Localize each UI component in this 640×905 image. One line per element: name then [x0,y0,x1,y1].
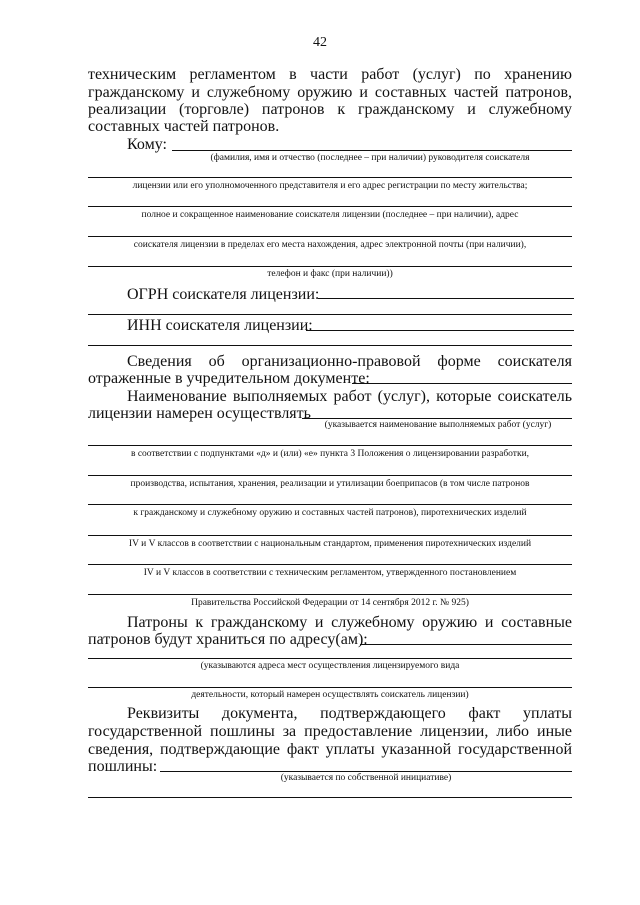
intro-line-3: реализации (торговле) патронов к гражданскому и служебному [88,101,572,118]
komu-line-4 [88,236,572,237]
fee-caption: (указывается по собственной инициативе) [280,773,452,783]
works-line-8 [88,594,572,595]
intro-line-2: гражданскому и служебному оружию и составных частей патронов, [88,84,572,101]
works-line-4 [88,475,572,476]
page-number: 42 [313,35,327,50]
komu-caption-4: соискателя лицензии в пределах его места нахождения, адрес электронной почты (при наличии), [133,240,527,250]
komu-line-3 [88,206,572,207]
works-caption-6: IV и V классов в соответствии с техническим регламентом, утвержденного постановлением [143,568,517,578]
storage-line-1: Патроны к гражданскому и служебному оружию и составные [127,614,572,631]
works-line-2: лицензии намерен осуществлять [88,405,311,422]
komu-label: Кому: [127,136,167,153]
works-field-line [302,418,572,419]
ogrn-line-2 [88,314,572,315]
works-caption-4: к гражданскому и служебному оружию и составных частей патронов), пиротехнических изделий [133,508,527,518]
fee-line-4: пошлины: [88,758,158,775]
works-caption-2: в соответствии с подпунктами «д» и (или) «е» пункта 3 Положения о лицензировании разработки, [130,449,530,459]
intro-line-1: техническим регламентом в части работ (услуг) по хранению [88,66,572,83]
works-line-5 [88,504,572,505]
storage-line-3 [88,658,572,659]
org-form-line-2: отраженные в учредительном документе: [88,370,370,387]
komu-caption-3: полное и сокращенное наименование соискателя лицензии (последнее – при наличии), адрес [141,210,519,220]
works-caption-3: производства, испытания, хранения, реализации и утилизации боеприпасов (в том числе патронов [130,479,530,489]
fee-line-1: Реквизиты документа, подтверждающего факт уплаты [127,705,572,722]
works-line-6 [88,535,572,536]
ogrn-label: ОГРН соискателя лицензии: [127,286,320,303]
org-form-line-1: Сведения об организационно-правовой форме соискателя [127,353,572,370]
works-line-7 [88,564,572,565]
storage-line-4 [88,687,572,688]
fee-field-line [160,771,572,772]
fee-line-5 [88,797,572,798]
inn-line-2 [88,345,572,346]
works-line-1: Наименование выполняемых работ (услуг), которые соискатель [127,388,572,405]
fee-line-2: государственной пошлины за предоставление лицензии, либо иные [88,723,572,740]
inn-label: ИНН соискателя лицензии: [127,317,313,334]
komu-line-5 [88,266,572,267]
storage-caption-1: (указываются адреса мест осуществления лицензируемого вида [200,661,460,671]
komu-caption-5: телефон и факс (при наличии)) [267,269,393,279]
komu-line-2 [88,177,572,178]
storage-caption-2: деятельности, который намерен осуществлять соискатель лицензии) [191,690,469,700]
komu-caption-1: (фамилия, имя и отчество (последнее – при наличии) руководителя соискателя [210,153,530,163]
inn-field-line [306,330,574,331]
komu-caption-2: лицензии или его уполномоченного представителя и его адрес регистрации по месту жительства; [132,181,528,191]
works-caption-7: Правительства Российской Федерации от 14 сентября 2012 г. № 925) [191,598,469,608]
org-form-field-line [352,383,572,384]
storage-field-line [360,644,572,645]
fee-line-3: сведения, подтверждающие факт уплаты указанной государственной [88,741,572,758]
works-caption-5: IV и V классов в соответствии с национальным стандартом, применения пиротехнических изделий [128,539,532,549]
works-line-3 [88,445,572,446]
komu-field-line [172,150,572,151]
intro-line-4: составных частей патронов. [88,118,280,135]
works-caption-1: (указывается наименование выполняемых работ (услуг) [324,420,552,430]
ogrn-field-line [318,298,574,299]
storage-line-2: патронов будут храниться по адресу(ам): [88,631,368,648]
